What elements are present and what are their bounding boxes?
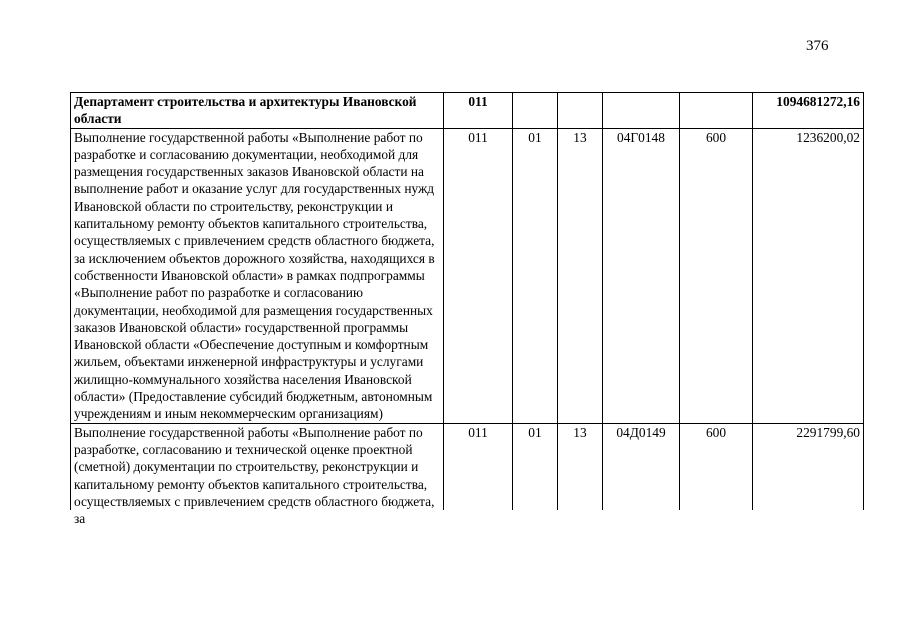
cell-amount: 1236200,02 <box>753 128 864 423</box>
cell-type <box>680 93 753 129</box>
cell-type: 600 <box>680 423 753 510</box>
cell-name: Выполнение государственной работы «Выполнение работ по разработке и согласованию документации, необходимой для размещения государственных заказов Ивановской области на выполнение работ и оказание услуг для государственных нужд Ивановской области по строительству, реконструкции и капитальному ремонту объектов капитального строительства, осуществляемых с привлечением средств областного бюджета, за исключением объектов дорожного хозяйства, находящихся в собственности Ивановской области» в рамках подпрограммы «Выполнение работ по разработке и согласованию документации, необходимой для размещения государственных заказов Ивановской области» государственной программы Ивановской области «Обеспечение доступным и комфортным жильем, объектами инженерной инфраструктуры и услугами жилищно-коммунального хозяйства населения Ивановской области» (Предоставление субсидий бюджетным, автономным учреждениям и иным некоммерческим организациям) <box>71 128 444 423</box>
cell-name-text: Выполнение государственной работы «Выполнение работ по разработке, согласованию и технической оценке проектной (сметной) документации по строительству, реконструкции и капитальному ремонту объектов капитального строительства, осуществляемых с привлечением средств областного бюджета, за <box>74 424 435 527</box>
cell-name <box>71 423 444 527</box>
cell-section <box>513 93 558 129</box>
cell-section: 01 <box>513 128 558 423</box>
budget-table <box>70 92 864 527</box>
cell-amount: 2291799,60 <box>753 423 864 510</box>
table-row-department <box>71 93 864 129</box>
cell-code: 011 <box>444 423 513 510</box>
cell-section: 01 <box>513 423 558 510</box>
cell-type: 600 <box>680 128 753 423</box>
page-number: 376 <box>806 38 829 54</box>
cell-code: 011 <box>444 128 513 423</box>
cell-amount: 1094681272,16 <box>753 93 864 129</box>
cell-target <box>603 93 680 129</box>
table-row <box>71 423 864 510</box>
cell-subsection <box>558 93 603 129</box>
cell-subsection: 13 <box>558 128 603 423</box>
cell-subsection: 13 <box>558 423 603 510</box>
cell-code: 011 <box>444 93 513 129</box>
table-row <box>71 128 864 423</box>
cell-name: Департамент строительства и архитектуры Ивановской области <box>71 93 444 129</box>
cell-target: 04Д0149 <box>603 423 680 510</box>
cell-target: 04Г0148 <box>603 128 680 423</box>
